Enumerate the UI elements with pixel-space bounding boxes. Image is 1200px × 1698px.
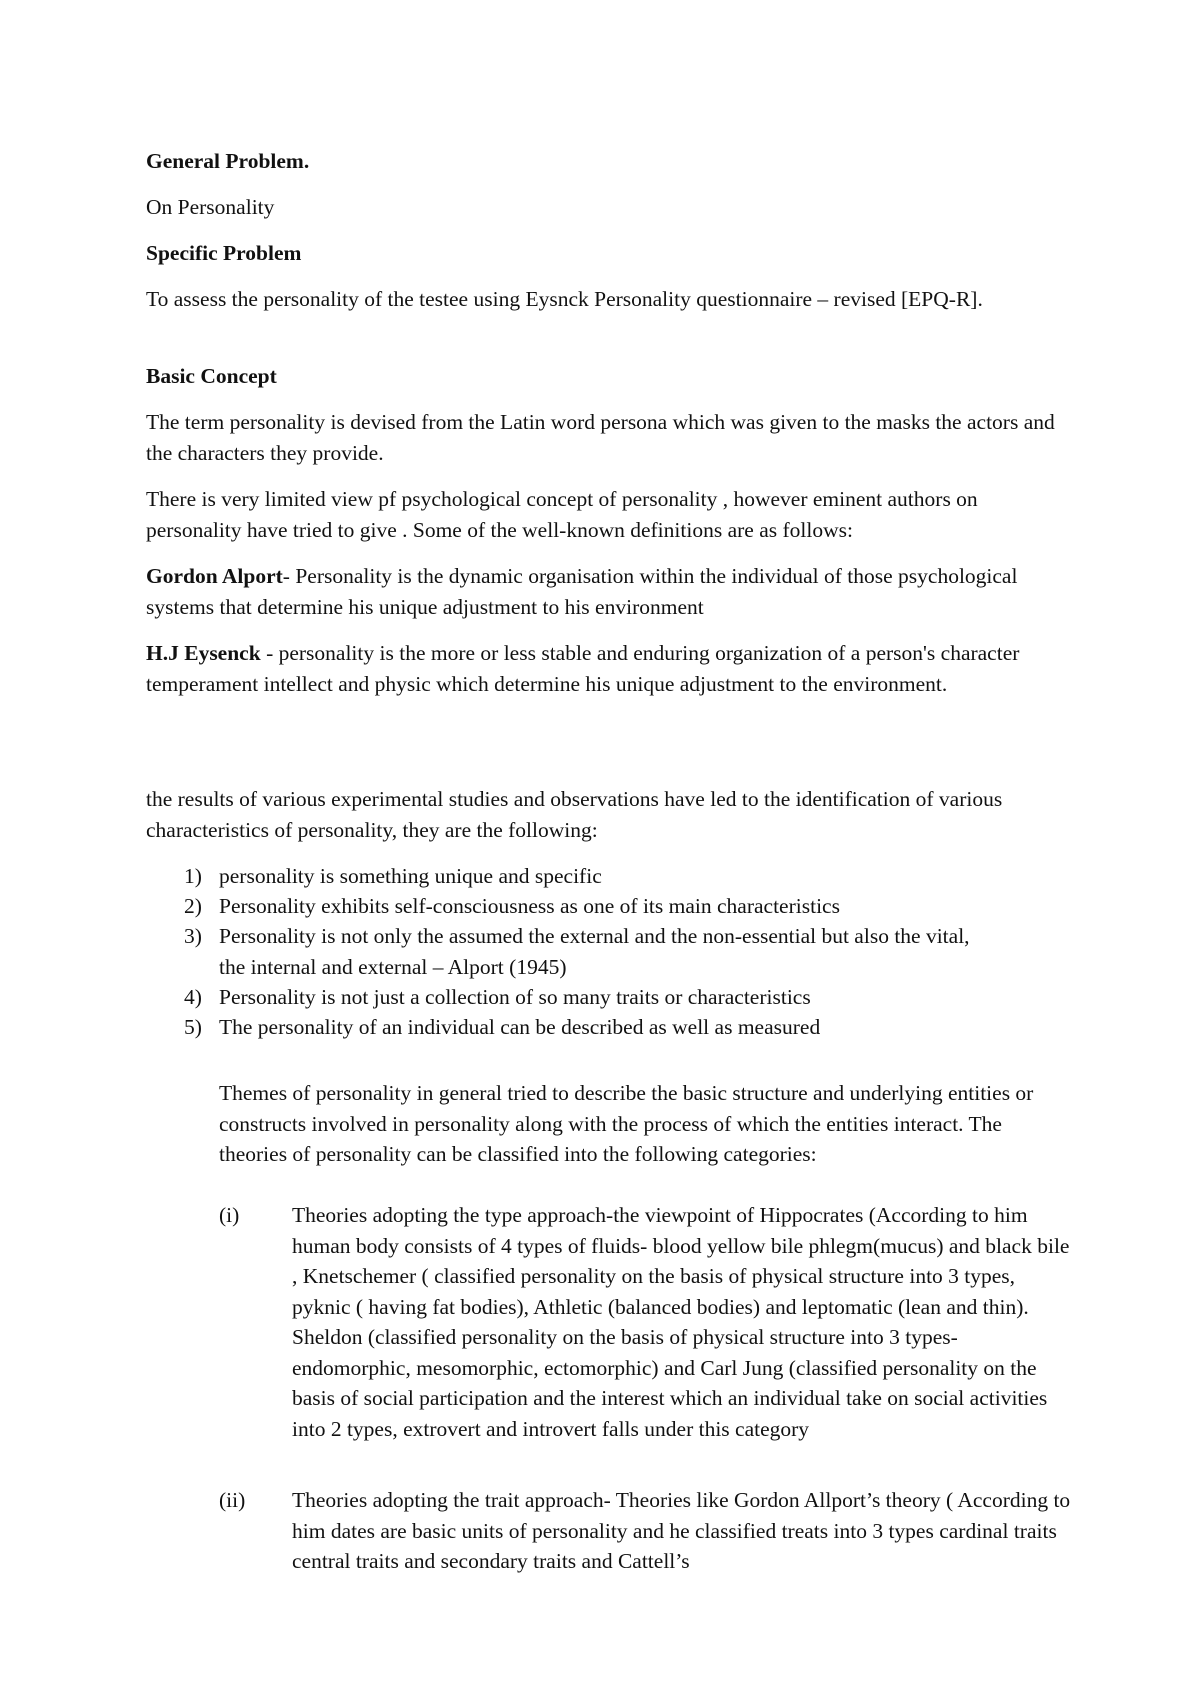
definition-author: H.J Eysenck [146,641,261,665]
list-text: Personality exhibits self-consciousness as one of its main characteristics [219,894,840,918]
list-text: Personality is not only the assumed the external and the non-essential but also the vital, the internal and external – Alport (1945) [219,924,970,979]
list-text: The personality of an individual can be described as well as measured [219,1015,821,1039]
paragraph-characteristics-intro: the results of various experimental studies and observations have led to the identification of various characteristics of personality, they are the following: [146,787,1003,842]
definition-eysenck [146,638,1066,699]
paragraph-personality-origin: The term personality is devised from the Latin word persona which was given to the masks the actors and the characters they provide. [146,410,1055,465]
theory-number: (ii) [219,1488,246,1512]
list-text: Personality is not just a collection of so many traits or characteristics [219,985,811,1009]
specific-problem-heading: Specific Problem [146,241,302,265]
definition-author: Gordon Alport [146,564,283,588]
list-number: 5) [184,1015,202,1039]
list-text: personality is something unique and specific [219,864,602,888]
definition-text: - personality is the more or less stable and enduring organization of a person's character temperament intellect and physic which determine his unique adjustment to the environment. [146,641,1020,696]
general-problem-text: On Personality [146,195,275,219]
theory-text: Theories adopting the trait approach- Theories like Gordon Allport’s theory ( According to him dates are basic units of personality and he classified treats into 3 types cardinal traits central traits and secondary traits and Cattell’s [292,1488,1071,1573]
list-number: 1) [184,864,202,888]
list-number: 2) [184,894,202,918]
definition-alport [146,561,1066,622]
list-number: 4) [184,985,202,1009]
theory-text: Theories adopting the type approach-the viewpoint of Hippocrates (According to him human body consists of 4 types of fluids- blood yellow bile phlegm(mucus) and black bile , Knetschemer ( classified personality on the basis of physical structure into 3 types, pyknic ( having fat bodies), Athletic (balanced bodies) and leptomatic (lean and thin). Sheldon (classified personality on the basis of physical structure into 3 types- endomorphic, mesomorphic, ectomorphic) and Carl Jung (classified personality on the basis of social participation and the interest which an individual take on social activities into 2 types, extrovert and introvert falls under this category [292,1203,1070,1441]
paragraph-themes: Themes of personality in general tried to describe the basic structure and underlying entities or constructs involved in personality along with the process of which the entities interact. The theories of personality can be classified into the following categories: [219,1081,1034,1166]
theory-number: (i) [219,1203,240,1227]
list-number: 3) [184,924,202,948]
definition-text: - Personality is the dynamic organisation within the individual of those psychological systems that determine his unique adjustment to his environment [146,564,1018,619]
general-problem-heading: General Problem. [146,149,310,173]
paragraph-definitions-intro: There is very limited view pf psychological concept of personality , however eminent authors on personality have tried to give . Some of the well-known definitions are as follows: [146,487,978,542]
specific-problem-text: To assess the personality of the testee using Eysnck Personality questionnaire – revised [EPQ-R]. [146,287,983,311]
basic-concept-heading: Basic Concept [146,364,277,388]
